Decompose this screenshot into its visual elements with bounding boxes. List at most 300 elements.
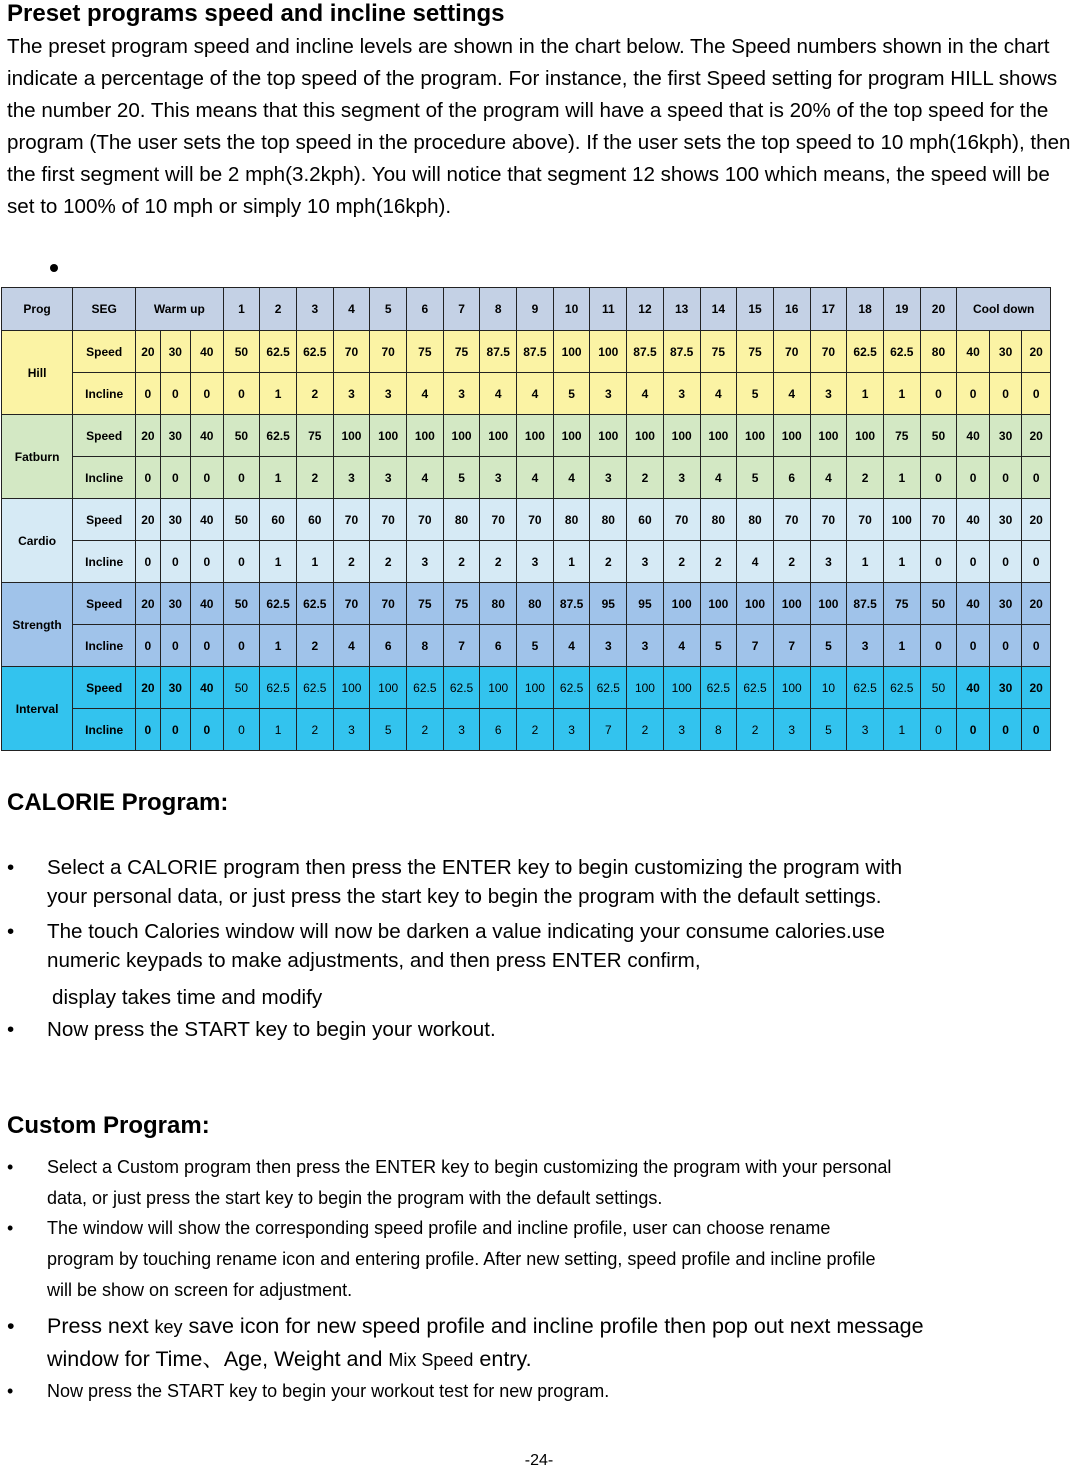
intro-paragraph: The preset program speed and incline levels are shown in the chart below. The Speed numbers shown in the chart indicate a percentage of the top speed of the program. For instance, the first Speed setting for program HILL shows the number 20. This means that this segment of the program will have a speed that is 20% of the top speed for the program (The user sets the top speed in the procedure above). If the user sets the top speed to 10 mph(16kph), then the first segment will be 2 mph(3.2kph). You will notice that segment 12 shows 100 which means, the speed will be set to 100% of 10 mph or simply 10 mph(16kph).: [7, 35, 1071, 218]
table-cell: 0: [191, 457, 224, 499]
table-cell: 100: [333, 415, 370, 457]
incline-label: Incline: [73, 373, 136, 415]
table-cell: 70: [773, 499, 810, 541]
table-cell: 62.5: [296, 667, 333, 709]
table-cell: 100: [627, 667, 664, 709]
speed-label: Speed: [73, 667, 136, 709]
custom-bullet-4-text: • Now press the START key to begin your workout test for new program.: [47, 1381, 610, 1401]
header-segment: 2: [260, 288, 297, 331]
table-cell: 2: [627, 709, 664, 751]
header-segment: 15: [737, 288, 774, 331]
table-cell: 40: [957, 583, 990, 625]
header-segment: 13: [663, 288, 700, 331]
table-cell: 2: [773, 541, 810, 583]
table-cell: 5: [737, 457, 774, 499]
table-cell: 4: [553, 457, 590, 499]
calorie-heading: CALORIE Program:: [7, 789, 229, 816]
table-cell: 5: [443, 457, 480, 499]
table-cell: 3: [333, 373, 370, 415]
table-cell: 0: [136, 457, 160, 499]
table-cell: 100: [590, 331, 627, 373]
table-cell: 4: [407, 373, 444, 415]
table-cell: 0: [989, 709, 1022, 751]
table-cell: 4: [333, 625, 370, 667]
custom-bullet-3-part-a: Press next: [47, 1314, 155, 1338]
table-cell: 80: [590, 499, 627, 541]
table-cell: 4: [407, 457, 444, 499]
table-cell: 3: [847, 709, 884, 751]
table-cell: 40: [191, 415, 224, 457]
table-cell: 40: [957, 499, 990, 541]
table-cell: 100: [407, 415, 444, 457]
table-cell: 2: [663, 541, 700, 583]
table-cell: 100: [700, 415, 737, 457]
table-cell: 95: [627, 583, 664, 625]
table-cell: 40: [957, 331, 990, 373]
speed-label: Speed: [73, 415, 136, 457]
table-cell: 70: [517, 499, 554, 541]
calorie-bullet-2-line-1: • The touch Calories window will now be darken a value indicating your consume calories.use: [47, 920, 885, 943]
table-cell: 4: [553, 625, 590, 667]
table-cell: 87.5: [663, 331, 700, 373]
table-cell: 20: [136, 331, 160, 373]
custom-bullet-3-line-2: [47, 1343, 1077, 1376]
table-cell: 30: [160, 331, 190, 373]
table-cell: 70: [370, 499, 407, 541]
table-cell: 100: [847, 415, 884, 457]
table-cell: 100: [663, 583, 700, 625]
table-cell: 3: [663, 373, 700, 415]
speed-label: Speed: [73, 331, 136, 373]
table-cell: 1: [260, 457, 297, 499]
table-row-incline: [2, 541, 1051, 583]
custom-bullet-1-line-2: data, or just press the start key to begin the program with the default settings.: [47, 1188, 663, 1208]
table-cell: 100: [590, 415, 627, 457]
table-cell: 0: [223, 457, 260, 499]
table-cell: 95: [590, 583, 627, 625]
table-cell: 50: [223, 331, 260, 373]
custom-bullet-2-line-2: program by touching rename icon and entering profile. After new setting, speed profile and incline profile: [47, 1249, 876, 1269]
header-segment: 3: [296, 288, 333, 331]
custom-bullet-2-line-3: will be show on screen for adjustment.: [47, 1280, 353, 1300]
table-cell: 2: [480, 541, 517, 583]
table-cell: 62.5: [296, 331, 333, 373]
custom-bullet-3-line-2-b: Mix Speed: [388, 1350, 474, 1370]
header-segment: 8: [480, 288, 517, 331]
table-cell: 0: [160, 625, 190, 667]
table-cell: 100: [737, 583, 774, 625]
header-segment: 9: [517, 288, 554, 331]
table-cell: 75: [296, 415, 333, 457]
table-cell: 0: [223, 709, 260, 751]
table-cell: 87.5: [517, 331, 554, 373]
header-segment: 19: [883, 288, 920, 331]
table-cell: 0: [920, 709, 957, 751]
table-cell: 70: [663, 499, 700, 541]
table-row-speed: [2, 583, 1051, 625]
table-cell: 30: [989, 667, 1022, 709]
table-cell: 0: [191, 541, 224, 583]
table-cell: 62.5: [590, 667, 627, 709]
header-cooldown: Cool down: [957, 288, 1051, 331]
header-warmup: Warm up: [136, 288, 223, 331]
table-cell: 0: [191, 625, 224, 667]
table-cell: 4: [663, 625, 700, 667]
table-cell: 30: [989, 331, 1022, 373]
table-cell: 80: [553, 499, 590, 541]
table-cell: 100: [773, 415, 810, 457]
table-cell: 50: [223, 415, 260, 457]
incline-label: Incline: [73, 457, 136, 499]
table-cell: 0: [989, 625, 1022, 667]
calorie-bullet-2: [7, 917, 1067, 975]
table-cell: 62.5: [260, 667, 297, 709]
table-cell: 3: [590, 373, 627, 415]
table-cell: 3: [517, 541, 554, 583]
table-cell: 20: [1022, 331, 1051, 373]
table-cell: 70: [847, 499, 884, 541]
table-cell: 100: [810, 583, 847, 625]
table-cell: 70: [333, 583, 370, 625]
table-cell: 62.5: [260, 415, 297, 457]
table-cell: 3: [773, 709, 810, 751]
custom-heading: Custom Program:: [7, 1112, 210, 1139]
table-cell: 0: [136, 373, 160, 415]
table-cell: 6: [773, 457, 810, 499]
table-cell: 5: [700, 625, 737, 667]
table-cell: 7: [773, 625, 810, 667]
program-name: Strength: [2, 583, 73, 667]
custom-bullet-3-line-2-c: entry.: [473, 1347, 532, 1371]
program-table: [1, 287, 1051, 751]
bullet-dot: [50, 264, 58, 272]
table-cell: 20: [1022, 415, 1051, 457]
table-cell: 100: [663, 667, 700, 709]
header-segment: 10: [553, 288, 590, 331]
table-cell: 2: [296, 457, 333, 499]
calorie-bullet-3: [7, 1015, 1067, 1044]
table-cell: 30: [989, 499, 1022, 541]
table-cell: 2: [333, 541, 370, 583]
table-row-speed: [2, 667, 1051, 709]
table-cell: 100: [443, 415, 480, 457]
header-segment: 7: [443, 288, 480, 331]
incline-label: Incline: [73, 709, 136, 751]
table-cell: 80: [737, 499, 774, 541]
table-cell: 40: [957, 667, 990, 709]
table-cell: 3: [847, 625, 884, 667]
header-segment: 1: [223, 288, 260, 331]
table-row-incline: [2, 709, 1051, 751]
table-cell: 62.5: [407, 667, 444, 709]
page-number: -24-: [524, 1452, 554, 1469]
table-cell: 3: [627, 625, 664, 667]
table-cell: 1: [883, 709, 920, 751]
table-cell: 6: [370, 625, 407, 667]
header-segment: 4: [333, 288, 370, 331]
table-cell: 0: [1022, 709, 1051, 751]
table-cell: 60: [260, 499, 297, 541]
table-cell: 5: [810, 709, 847, 751]
table-cell: 1: [883, 457, 920, 499]
table-cell: 1: [296, 541, 333, 583]
table-cell: 20: [1022, 667, 1051, 709]
header-segment: 18: [847, 288, 884, 331]
table-cell: 30: [160, 499, 190, 541]
table-cell: 60: [627, 499, 664, 541]
table-cell: 2: [627, 457, 664, 499]
table-cell: 8: [700, 709, 737, 751]
table-cell: 60: [296, 499, 333, 541]
table-cell: 8: [407, 625, 444, 667]
table-cell: 4: [810, 457, 847, 499]
table-cell: 20: [136, 583, 160, 625]
table-cell: 0: [1022, 625, 1051, 667]
table-cell: 87.5: [847, 583, 884, 625]
table-cell: 1: [260, 373, 297, 415]
header-segment: 16: [773, 288, 810, 331]
table-cell: 70: [773, 331, 810, 373]
table-cell: 5: [810, 625, 847, 667]
table-cell: 1: [883, 625, 920, 667]
table-cell: 75: [407, 331, 444, 373]
table-cell: 0: [920, 457, 957, 499]
custom-bullet-4: [7, 1376, 1077, 1407]
table-cell: 6: [480, 625, 517, 667]
table-cell: 3: [370, 457, 407, 499]
table-cell: 62.5: [847, 667, 884, 709]
table-cell: 87.5: [480, 331, 517, 373]
table-cell: 5: [370, 709, 407, 751]
table-cell: 0: [1022, 373, 1051, 415]
custom-bullet-3-part-c: save icon for new speed profile and incline profile then pop out next message: [182, 1314, 924, 1338]
table-cell: 3: [590, 625, 627, 667]
table-cell: 75: [443, 583, 480, 625]
table-cell: 2: [407, 709, 444, 751]
header-segment: 6: [407, 288, 444, 331]
table-cell: 0: [191, 373, 224, 415]
table-cell: 0: [136, 709, 160, 751]
table-cell: 20: [1022, 499, 1051, 541]
table-cell: 3: [333, 457, 370, 499]
table-cell: 1: [847, 373, 884, 415]
table-cell: 80: [920, 331, 957, 373]
table-cell: 40: [191, 499, 224, 541]
table-cell: 100: [517, 415, 554, 457]
table-cell: 80: [700, 499, 737, 541]
table-cell: 80: [443, 499, 480, 541]
table-cell: 7: [737, 625, 774, 667]
custom-bullet-2-line-1: • The window will show the corresponding speed profile and incline profile, user can choose rename: [47, 1218, 831, 1238]
table-cell: 0: [136, 541, 160, 583]
table-cell: 40: [957, 415, 990, 457]
table-cell: 87.5: [627, 331, 664, 373]
table-cell: 50: [920, 583, 957, 625]
table-row-speed: [2, 415, 1051, 457]
table-cell: 2: [700, 541, 737, 583]
table-cell: 10: [810, 667, 847, 709]
table-cell: 100: [553, 331, 590, 373]
table-cell: 2: [296, 373, 333, 415]
table-cell: 100: [370, 415, 407, 457]
table-cell: 50: [223, 499, 260, 541]
table-cell: 3: [810, 373, 847, 415]
table-cell: 20: [1022, 583, 1051, 625]
table-cell: 0: [989, 373, 1022, 415]
calorie-bullet-1-line-1: • Select a CALORIE program then press the ENTER key to begin customizing the program with: [47, 856, 903, 879]
program-name: Interval: [2, 667, 73, 751]
table-cell: 3: [663, 709, 700, 751]
incline-label: Incline: [73, 541, 136, 583]
table-cell: 3: [443, 709, 480, 751]
table-cell: 5: [517, 625, 554, 667]
header-segment: 11: [590, 288, 627, 331]
table-cell: 3: [627, 541, 664, 583]
table-cell: 3: [663, 457, 700, 499]
table-cell: 3: [407, 541, 444, 583]
table-cell: 20: [136, 415, 160, 457]
table-cell: 0: [1022, 541, 1051, 583]
table-cell: 2: [443, 541, 480, 583]
table-cell: 62.5: [737, 667, 774, 709]
table-cell: 100: [333, 667, 370, 709]
table-cell: 2: [517, 709, 554, 751]
table-cell: 70: [370, 583, 407, 625]
header-segment: 5: [370, 288, 407, 331]
table-cell: 1: [847, 541, 884, 583]
table-cell: 100: [370, 667, 407, 709]
table-cell: 30: [989, 415, 1022, 457]
table-row-incline: [2, 457, 1051, 499]
table-cell: 100: [627, 415, 664, 457]
table-cell: 1: [260, 709, 297, 751]
calorie-bullet-3-text: • Now press the START key to begin your workout.: [47, 1018, 496, 1041]
calorie-bullet-2-line-2: numeric keypads to make adjustments, and then press ENTER confirm,: [47, 949, 701, 972]
table-cell: 40: [191, 331, 224, 373]
table-cell: 100: [773, 667, 810, 709]
table-cell: 3: [810, 541, 847, 583]
table-cell: 0: [223, 373, 260, 415]
table-cell: 4: [700, 457, 737, 499]
header-prog: Prog: [2, 288, 73, 331]
table-cell: 0: [989, 457, 1022, 499]
table-cell: 30: [160, 583, 190, 625]
table-cell: 75: [737, 331, 774, 373]
header-segment: 12: [627, 288, 664, 331]
table-cell: 62.5: [260, 583, 297, 625]
custom-bullet-3-line-1: [47, 1310, 1077, 1343]
table-header-row: [2, 288, 1051, 331]
table-cell: 1: [553, 541, 590, 583]
table-cell: 4: [517, 457, 554, 499]
table-cell: 2: [370, 541, 407, 583]
table-cell: 0: [191, 709, 224, 751]
table-cell: 70: [480, 499, 517, 541]
table-cell: 0: [989, 541, 1022, 583]
table-cell: 87.5: [553, 583, 590, 625]
table-cell: 100: [480, 667, 517, 709]
table-cell: 62.5: [847, 331, 884, 373]
table-cell: 62.5: [883, 667, 920, 709]
table-row-speed: [2, 499, 1051, 541]
table-cell: 0: [160, 541, 190, 583]
table-cell: 100: [517, 667, 554, 709]
table-cell: 0: [136, 625, 160, 667]
table-cell: 2: [296, 709, 333, 751]
table-cell: 3: [370, 373, 407, 415]
table-cell: 70: [810, 331, 847, 373]
table-cell: 3: [553, 709, 590, 751]
table-cell: 1: [260, 541, 297, 583]
table-cell: 70: [920, 499, 957, 541]
table-cell: 4: [700, 373, 737, 415]
table-cell: 2: [847, 457, 884, 499]
header-segment: 14: [700, 288, 737, 331]
table-cell: 62.5: [296, 583, 333, 625]
table-cell: 30: [989, 583, 1022, 625]
table-cell: 70: [407, 499, 444, 541]
table-cell: 20: [136, 499, 160, 541]
table-cell: 50: [920, 667, 957, 709]
table-cell: 30: [160, 415, 190, 457]
table-cell: 100: [553, 415, 590, 457]
custom-bullet-1-line-1: • Select a Custom program then press the ENTER key to begin customizing the program with your personal: [47, 1157, 892, 1177]
speed-label: Speed: [73, 499, 136, 541]
table-cell: 0: [160, 709, 190, 751]
table-cell: 5: [737, 373, 774, 415]
table-cell: 0: [223, 541, 260, 583]
table-cell: 3: [333, 709, 370, 751]
header-segment: 17: [810, 288, 847, 331]
table-cell: 70: [370, 331, 407, 373]
custom-bullet-2: [7, 1213, 1077, 1306]
table-cell: 40: [191, 667, 224, 709]
table-cell: 5: [553, 373, 590, 415]
table-cell: 0: [160, 457, 190, 499]
calorie-bullet-1-line-2: your personal data, or just press the start key to begin the program with the default settings.: [47, 885, 882, 908]
table-cell: 62.5: [443, 667, 480, 709]
custom-bullet-3-line-2-a: window for Time、Age, Weight and: [47, 1347, 389, 1371]
header-seg: SEG: [73, 288, 136, 331]
table-cell: 1: [260, 625, 297, 667]
table-cell: 7: [590, 709, 627, 751]
table-cell: 3: [590, 457, 627, 499]
table-row-incline: [2, 625, 1051, 667]
table-cell: 0: [957, 373, 990, 415]
table-cell: 0: [160, 373, 190, 415]
program-name: Hill: [2, 331, 73, 415]
program-name: Cardio: [2, 499, 73, 583]
table-cell: 70: [333, 331, 370, 373]
header-segment: 20: [920, 288, 957, 331]
table-cell: 0: [920, 373, 957, 415]
table-cell: 80: [480, 583, 517, 625]
calorie-bullet-1: [7, 853, 1067, 911]
table-cell: 70: [810, 499, 847, 541]
table-cell: 75: [883, 415, 920, 457]
table-row-speed: [2, 331, 1051, 373]
table-cell: 4: [737, 541, 774, 583]
incline-label: Incline: [73, 625, 136, 667]
table-cell: 6: [480, 709, 517, 751]
table-cell: 70: [333, 499, 370, 541]
table-cell: 0: [920, 541, 957, 583]
table-cell: 100: [700, 583, 737, 625]
table-cell: 50: [920, 415, 957, 457]
table-cell: 100: [480, 415, 517, 457]
custom-bullet-1: [7, 1152, 1077, 1214]
table-cell: 1: [883, 373, 920, 415]
